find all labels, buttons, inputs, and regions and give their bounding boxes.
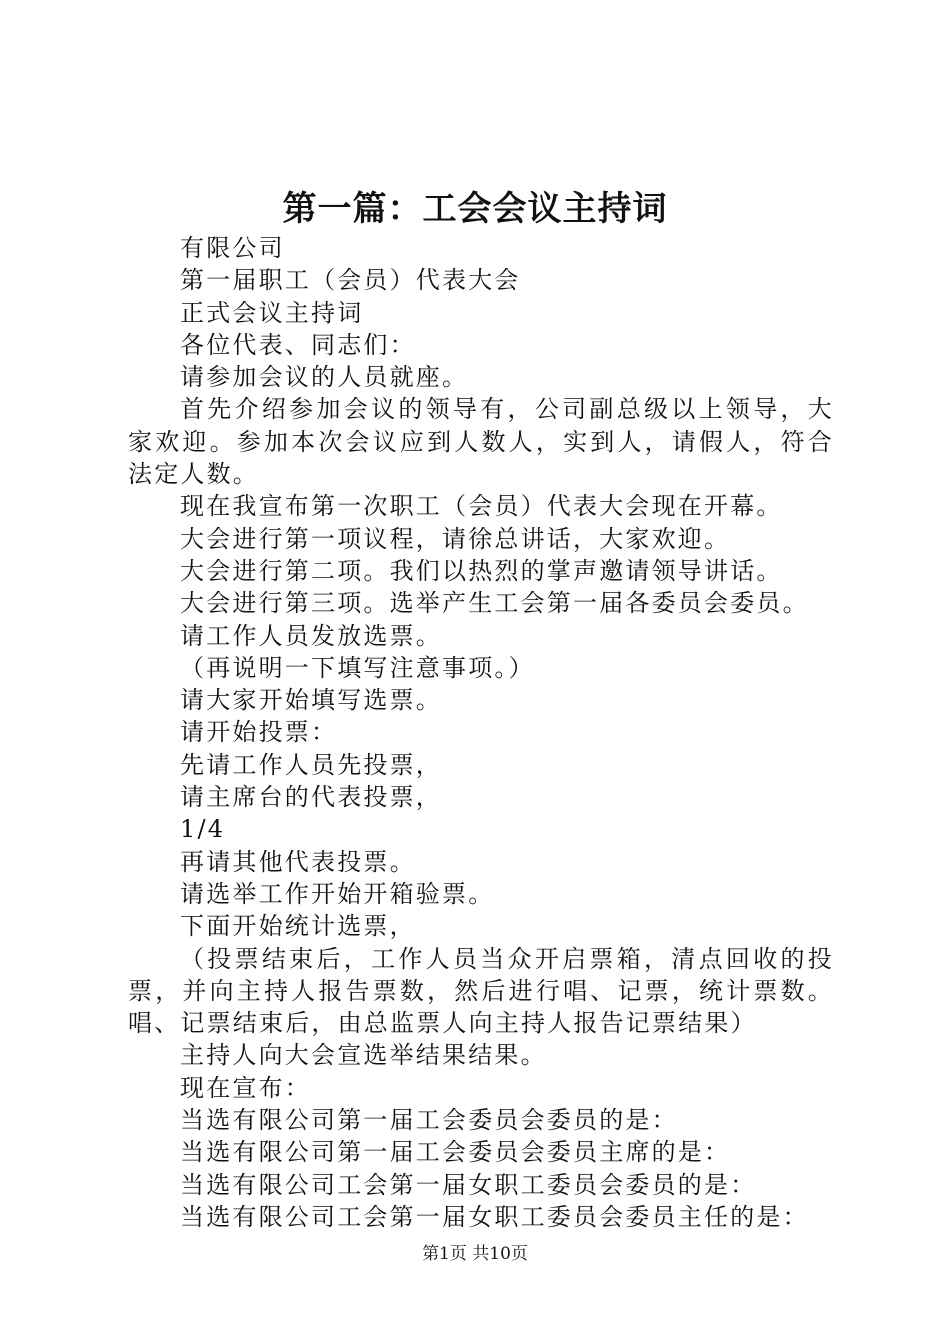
document-body (128, 232, 834, 1233)
paragraph: 有限公司 (180, 234, 285, 262)
paragraph: 正式会议主持词 (180, 298, 364, 327)
paragraph: 请主席台的代表投票， (180, 783, 442, 812)
paragraph: 当选有限公司第一届工会委员会委员主席的是： (180, 1138, 731, 1167)
paragraph: 请工作人员发放选票。 (180, 621, 442, 650)
document-title: 第一篇：工会会议主持词 (282, 189, 668, 229)
paragraph: 当选有限公司工会第一届女职工委员会委员的是： (180, 1170, 757, 1199)
page-footer: 第1页 共10页 (422, 1244, 528, 1264)
paragraph: 现在我宣布第一次职工（会员）代表大会现在开幕。 (180, 492, 783, 521)
paragraph: 当选有限公司工会第一届女职工委员会委员主任的是： (180, 1202, 809, 1231)
paragraph: 请开始投票： (180, 718, 338, 747)
paragraph: 大会进行第三项。选举产生工会第一届各委员会委员。 (180, 589, 809, 618)
paragraph: 下面开始统计选票， (180, 912, 416, 941)
page-marker: 1/4 (180, 815, 226, 844)
paragraph: 现在宣布： (180, 1073, 311, 1102)
paragraph: 请参加会议的人员就座。 (180, 363, 469, 392)
paragraph: 大会进行第二项。我们以热烈的掌声邀请领导讲话。 (180, 556, 783, 585)
paragraph: （再说明一下填写注意事项。） (180, 653, 535, 682)
paragraph: 当选有限公司第一届工会委员会委员的是： (180, 1106, 678, 1135)
paragraph: （投票结束后，工作人员当众开启票箱，清点回收的投票，并向主持人报告票数，然后进行唱、记票，统计票数。唱、记票结束后，由总监票人向主持人报告记票结果） (128, 944, 834, 1038)
paragraph: 请大家开始填写选票。 (180, 686, 442, 715)
paragraph: 第一届职工（会员）代表大会 (180, 266, 521, 295)
paragraph: 请选举工作开始开箱验票。 (180, 879, 495, 908)
paragraph: 主持人向大会宣选举结果结果。 (180, 1041, 547, 1070)
paragraph: 首先介绍参加会议的领导有，公司副总级以上领导，大家欢迎。参加本次会议应到人数人，实到人，请假人，符合法定人数。 (128, 395, 834, 489)
paragraph: 再请其他代表投票。 (180, 847, 416, 876)
paragraph: 大会进行第一项议程，请徐总讲话，大家欢迎。 (180, 524, 731, 553)
paragraph: 先请工作人员先投票， (180, 750, 442, 779)
paragraph: 各位代表、同志们： (180, 330, 416, 359)
